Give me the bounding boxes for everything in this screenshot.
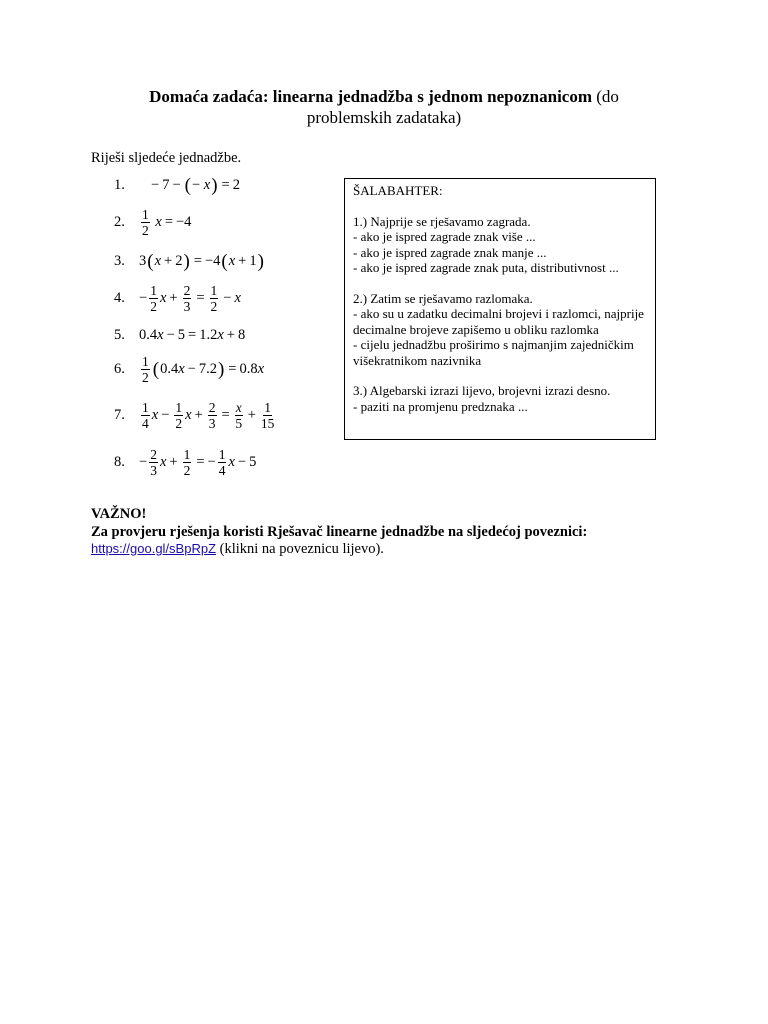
equation-number: 7.	[114, 406, 125, 423]
equation-number: 8.	[114, 453, 125, 470]
equation-number: 3.	[114, 252, 125, 269]
equation-math: − 7 − ( − x ) = 2	[151, 174, 240, 196]
link-line	[91, 541, 384, 558]
title-normal: (do problemskih zadataka)	[306, 87, 619, 127]
cheat-sheet-line: - ako je ispred zagrade znak puta, distributivnost ...	[353, 260, 619, 275]
link-hint: (klikni na poveznicu lijevo).	[219, 541, 384, 557]
equation-math: 3 ( x + 2 ) = −4 ( x + 1 )	[139, 250, 264, 272]
instruction-text: Riješi sljedeće jednadžbe.	[91, 150, 242, 166]
check-instructions: Za provjeru rješenja koristi Rješavač linearne jednadžbe na sljedećoj poveznici:	[91, 524, 588, 540]
equation-number: 1.	[114, 176, 125, 193]
cheat-sheet-box	[344, 178, 656, 440]
solver-link[interactable]: https://goo.gl/sBpRpZ	[91, 541, 217, 556]
equation-6	[114, 353, 264, 385]
equation-math: − $\frac{1}{2}$ x + $\frac{2}{3}$ = $\frac{1}{2}$ − x	[139, 282, 241, 314]
equation-number: 2.	[114, 213, 125, 230]
equation-math: $\frac{1}{2}$ x = −4	[142, 206, 192, 238]
cheat-sheet-line: - ako je ispred zagrade znak više ...	[353, 229, 536, 244]
important-heading: VAŽNO!	[91, 506, 147, 522]
equation-number: 6.	[114, 360, 125, 377]
equation-math: $\frac{1}{2}$ ( 0.4 x − 7.2 ) = 0.8 x	[142, 353, 265, 385]
title-bold: Domaća zadaća: linearna jednadžba s jednom nepoznanicom	[149, 87, 593, 106]
equation-number: 5.	[114, 326, 125, 343]
cheat-sheet-heading: ŠALABAHTER:	[353, 183, 443, 198]
cheat-sheet-line: 1.) Najprije se rješavamo zagrada.	[353, 213, 531, 229]
equation-5	[114, 319, 245, 351]
equation-7	[114, 399, 276, 431]
equation-4	[114, 282, 241, 314]
cheat-sheet-line: 3.) Algebarski izrazi lijevo, brojevni izrazi desno.	[353, 383, 611, 398]
equation-2	[114, 206, 191, 238]
cheat-sheet-line: - ako su u zadatku decimalni brojevi i razlomci, najprije decimalne brojeve zapišemo u obliku razlomka	[353, 306, 644, 337]
cheat-sheet-line: 2.) Zatim se rješavamo razlomaka.	[353, 290, 533, 306]
equation-number: 4.	[114, 289, 125, 306]
cheat-sheet-line: - paziti na promjenu predznaka ...	[353, 398, 528, 414]
equation-3	[114, 245, 265, 277]
page-title	[120, 86, 648, 128]
equation-math: − $\frac{2}{3}$ x + $\frac{1}{2}$ = − $\frac{1}{4}$ x − 5	[139, 446, 257, 478]
equation-1	[114, 169, 240, 201]
cheat-sheet-line: - cijelu jednadžbu proširimo s najmanjim zajedničkim višekratnikom nazivnika	[353, 337, 634, 368]
equation-math: 0.4 x − 5 = 1.2 x + 8	[139, 326, 246, 343]
equation-8	[114, 446, 256, 478]
equation-math: $\frac{1}{4}$ x − $\frac{1}{2}$ x + $\frac{2}{3}$ = $\frac{x}{5}$ + $\frac{1}{15}$	[142, 399, 275, 431]
cheat-sheet-line: - ako je ispred zagrade znak manje ...	[353, 244, 547, 260]
